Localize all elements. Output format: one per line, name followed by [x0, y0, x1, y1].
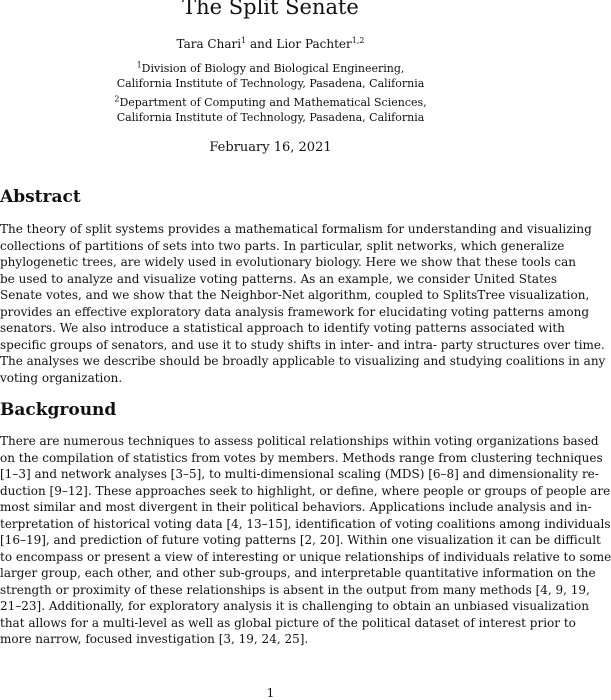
text-line: There are numerous techniques to assess political relationships within voting organizations based	[0, 434, 599, 448]
author-joiner: and	[246, 37, 277, 51]
affiliation-line: California Institute of Technology, Pasadena, California	[116, 111, 425, 124]
text-line: specific groups of senators, and use it to study shifts in inter- and intra- party structures over time.	[0, 337, 605, 352]
affiliation-line: California Institute of Technology, Pasadena, California	[116, 77, 425, 90]
abstract-heading: Abstract	[0, 187, 81, 207]
affiliation	[0, 95, 541, 125]
text-line: collections of partitions of sets into two parts. In particular, split networks, which generalize	[0, 238, 565, 253]
text-line: to encompass or present a view of interesting or unique relationships of individuals relative to some	[0, 549, 611, 564]
text-line: 21–23]. Additionally, for exploratory analysis it is challenging to obtain an unbiased visualization	[0, 599, 589, 613]
text-line: The analyses we describe should be broadly applicable to visualizing and studying coalitions in any	[0, 354, 606, 368]
paper-title: The Split Senate	[182, 0, 359, 19]
text-line: [1–3] and network analyses [3–5], to multi-dimensional scaling (MDS) [6–8] and dimensionality re-	[0, 467, 599, 481]
text-line: [16–19], and prediction of future voting patterns [2, 20]. Within one visualization it can be difficult	[0, 533, 601, 547]
affiliation-marker: 1	[136, 60, 142, 70]
text-line: terpretation of historical voting data [4, 13–15], identification of voting coalitions among individuals	[0, 516, 611, 531]
text-line: senators. We also introduce a statistical approach to identify voting patterns associated with	[0, 321, 565, 335]
text-line: strength or proximity of these relationships is absent in the output from many methods [4, 9, 19,	[0, 582, 590, 597]
author-name: Lior Pachter	[276, 37, 352, 51]
affiliation-line: Division of Biology and Biological Engineering,	[141, 62, 405, 75]
affiliation-marker: 2	[114, 94, 120, 104]
text-line: The theory of split systems provides a mathematical formalism for understanding and visualizing	[0, 222, 592, 236]
author-affil-marker: 1,2	[351, 36, 365, 45]
affiliation	[0, 61, 541, 91]
text-line: that allows for a multi-level as well as global picture of the political dataset of interest prior to	[0, 615, 576, 630]
author-affil-marker: 1	[241, 36, 247, 45]
text-line: duction [9–12]. These approaches seek to highlight, or define, where people or groups of people are	[0, 483, 611, 498]
text-line: phylogenetic trees, are widely used in evolutionary biology. Here we show that these tools can	[0, 255, 577, 269]
text-line: on the compilation of statistics from votes by members. Methods range from clustering techniques	[0, 450, 603, 465]
text-line: voting organization.	[0, 370, 123, 385]
author-line	[0, 36, 541, 52]
background-heading: Background	[0, 400, 117, 420]
affiliation-line: Department of Computing and Mathematical Sciences,	[119, 96, 427, 109]
background-paragraph	[0, 433, 611, 648]
abstract-paragraph	[0, 221, 606, 386]
text-line: most similar and most divergent in their political behaviors. Applications include analysis and in-	[0, 500, 592, 514]
paper-date: February 16, 2021	[209, 140, 332, 155]
text-line: larger group, each other, and other sub-groups, and interpretable quantitative information on the	[0, 566, 596, 580]
text-line: provides an effective exploratory data analysis framework for elucidating voting patterns among	[0, 304, 590, 319]
text-line: be used to analyze and visualize voting patterns. As an example, we consider United States	[0, 271, 558, 286]
page-number: 1	[266, 686, 275, 700]
author-name: Tara Chari	[176, 37, 242, 51]
text-line: more narrow, focused investigation [3, 19, 24, 25].	[0, 632, 309, 646]
text-line: Senate votes, and we show that the Neighbor-Net algorithm, coupled to SplitsTree visualization,	[0, 288, 590, 302]
